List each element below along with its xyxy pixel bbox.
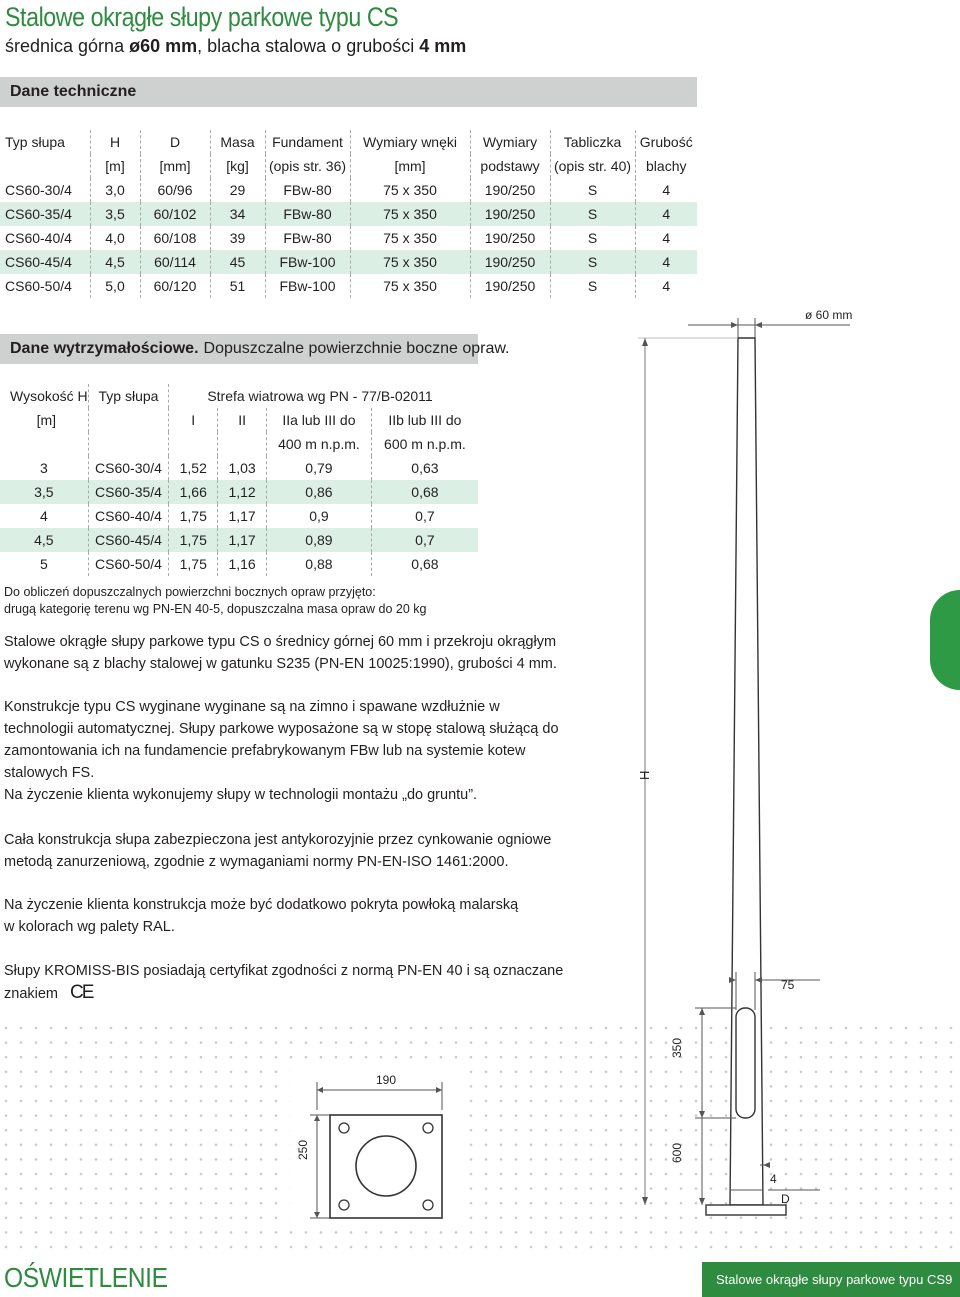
table-cell: 4,5 [90, 250, 140, 274]
table-cell: podstawy [470, 154, 550, 178]
table-cell: CS60-50/4 [5, 278, 72, 294]
dim-base-width: 190 [376, 1073, 397, 1087]
table-cell: 0,89 [267, 528, 372, 552]
strength-note [4, 584, 426, 618]
table-cell [0, 154, 90, 178]
table-cell: 1,12 [218, 480, 267, 504]
table-cell: S [550, 178, 635, 202]
table-cell: FBw-100 [265, 250, 350, 274]
table-cell: FBw-80 [265, 178, 350, 202]
table-cell: [kg] [210, 154, 265, 178]
table-cell: 190/250 [470, 274, 550, 298]
col-unit-m: [m] [36, 412, 57, 428]
subtitle-diameter: ø60 mm [129, 36, 198, 56]
col-zone-IIa-alt: 400 m n.p.m. [267, 432, 372, 456]
dim-height: H [637, 770, 652, 780]
table-cell: S [550, 250, 635, 274]
table-cell: 51 [210, 274, 265, 298]
table-cell: [mm] [350, 154, 470, 178]
strength-section-subtitle: Dopuszczalne powierzchnie boczne opraw. [203, 340, 510, 357]
dim-base-height: 250 [296, 1139, 310, 1160]
tech-section-title: Dane techniczne [10, 83, 137, 100]
tech-header-row-1 [0, 130, 697, 154]
text-line: w kolorach wg palety RAL. [4, 919, 175, 935]
empty-cell [88, 432, 169, 456]
table-cell: 3,5 [0, 480, 88, 504]
page-title: Stalowe okrągłe słupy parkowe typu CS [5, 2, 399, 32]
table-row [0, 250, 697, 274]
pole-base-plate [706, 1205, 786, 1215]
table-cell: 75 x 350 [350, 226, 470, 250]
dim-thickness: 4 [770, 1172, 777, 1186]
table-cell: 60/114 [140, 250, 210, 274]
paragraph-construction [4, 696, 559, 806]
strength-header-row-1 [0, 384, 478, 408]
table-cell: 1,75 [169, 552, 218, 576]
table-cell: 60/108 [140, 226, 210, 250]
table-cell: 1,75 [169, 528, 218, 552]
tech-table [0, 130, 697, 298]
base-plate [330, 1115, 442, 1218]
table-cell: 0,63 [371, 456, 478, 480]
text-line-ce [4, 982, 563, 1005]
table-cell: CS60-50/4 [88, 552, 169, 576]
empty-cell [0, 432, 88, 456]
note-line-1: Do obliczeń dopuszczalnych powierzchni bocznych opraw przyjęto: [4, 585, 376, 599]
empty-cell [88, 408, 169, 432]
table-cell: [mm] [140, 154, 210, 178]
table-cell: FBw-100 [265, 274, 350, 298]
base-plate-drawing [290, 1070, 465, 1230]
table-cell: CS60-40/4 [88, 504, 169, 528]
table-row [0, 274, 697, 298]
subtitle-text-2: , blacha stalowa o grubości [197, 36, 420, 56]
col-wysokosc: Wysokość H [10, 388, 88, 404]
table-cell: 5 [39, 556, 48, 572]
table-row [0, 178, 697, 202]
text-line: metodą zanurzeniową, zgodnie z wymaganiami normy PN-EN-ISO 1461:2000. [4, 854, 509, 870]
pole-niche [736, 1008, 755, 1118]
text-line: technologii automatycznej. Słupy parkowe wyposażone są w stopę stalową służącą do [4, 721, 559, 737]
strength-section-title: Dane wytrzymałościowe. [10, 340, 199, 357]
table-row [0, 528, 478, 552]
dim-niche-offset: 600 [670, 1142, 684, 1163]
ce-mark-icon: CE [70, 982, 93, 1003]
note-line-2: drugą kategorię terenu wg PN-EN 40-5, dopuszczalna masa opraw do 20 kg [4, 602, 427, 616]
table-cell: CS60-35/4 [0, 202, 90, 226]
table-cell: 4 [635, 250, 697, 274]
table-cell: 60/120 [140, 274, 210, 298]
table-cell: 1,75 [169, 504, 218, 528]
table-cell: Tabliczka [550, 130, 635, 154]
text-line: Na życzenie klienta konstrukcja może być dodatkowo pokryta powłoką malarską [4, 897, 519, 913]
table-cell: [m] [90, 154, 140, 178]
table-cell: CS60-35/4 [88, 480, 169, 504]
dim-niche-width: 75 [781, 978, 795, 992]
text-line: Słupy KROMISS-BIS posiadają certyfikat zgodności z normą PN-EN 40 i są oznaczane [4, 963, 564, 979]
dim-niche-height: 350 [670, 1037, 684, 1058]
table-cell: H [90, 130, 140, 154]
paragraph-painting [4, 894, 518, 938]
table-cell: 4 [635, 226, 697, 250]
table-row [0, 226, 697, 250]
text-line: wykonane są z blachy stalowej w gatunku S235 (PN-EN 10025:1990), grubości 4 mm. [4, 656, 557, 672]
empty-cell [218, 432, 267, 456]
table-cell: 3 [39, 460, 48, 476]
text-line: zamontowania ich na fundamencie prefabrykowanym FBw lub na systemie kotew [4, 743, 526, 759]
page-subtitle [5, 36, 466, 57]
subtitle-thickness: 4 mm [419, 36, 467, 56]
subtitle-text: średnica górna [5, 36, 130, 56]
footer-bar [702, 1262, 960, 1297]
table-cell: S [550, 274, 635, 298]
table-row [0, 480, 478, 504]
table-cell: 0,68 [371, 480, 478, 504]
table-cell: CS60-40/4 [5, 230, 72, 246]
table-cell: 4 [635, 178, 697, 202]
table-cell: 190/250 [470, 226, 550, 250]
paragraph-material [4, 631, 557, 675]
table-cell: 0,88 [267, 552, 372, 576]
table-cell: blachy [635, 154, 697, 178]
col-typ: Typ słupa [88, 384, 169, 408]
side-tab-marker [930, 590, 960, 690]
table-cell: CS60-30/4 [5, 182, 72, 198]
empty-cell [169, 432, 218, 456]
tech-header-row-2 [0, 154, 697, 178]
footer-brand: OŚWIETLENIE [4, 1262, 168, 1293]
text-line: Konstrukcje typu CS wyginane wyginane są na zimno i spawane wzdłużnie w [4, 699, 500, 715]
tech-section-bar [0, 77, 697, 107]
table-cell: 1,16 [218, 552, 267, 576]
col-zone-II: II [218, 408, 267, 432]
table-row [0, 456, 478, 480]
table-cell: (opis str. 36) [265, 154, 350, 178]
col-zone-IIb-alt: 600 m n.p.m. [371, 432, 478, 456]
table-cell: 34 [210, 202, 265, 226]
table-cell: 3,0 [90, 178, 140, 202]
pole-drawing [620, 310, 860, 1240]
dim-top-diameter: ø 60 mm [805, 308, 853, 322]
table-cell: 190/250 [470, 250, 550, 274]
table-cell: 1,03 [218, 456, 267, 480]
strength-table [0, 384, 478, 576]
table-cell: 0,86 [267, 480, 372, 504]
text-znakiem: znakiem [4, 986, 58, 1002]
table-cell: 0,7 [371, 528, 478, 552]
table-cell: 3,5 [90, 202, 140, 226]
table-cell: 0,79 [267, 456, 372, 480]
text-line: Stalowe okrągłe słupy parkowe typu CS o średnicy górnej 60 mm i przekroju okrągłym [4, 634, 557, 650]
table-cell: 75 x 350 [350, 250, 470, 274]
dim-diameter: D [781, 1192, 790, 1206]
table-cell: 1,52 [169, 456, 218, 480]
table-cell: 39 [210, 226, 265, 250]
table-cell: 0,9 [267, 504, 372, 528]
table-row [0, 504, 478, 528]
page-number: 9 [945, 1272, 953, 1287]
table-cell: S [550, 226, 635, 250]
strength-section-bar [0, 334, 510, 364]
table-cell: 4,5 [0, 528, 88, 552]
table-cell: 4 [635, 202, 697, 226]
text-line: stalowych FS. [4, 765, 95, 781]
table-cell: 75 x 350 [350, 274, 470, 298]
col-strefa: Strefa wiatrowa wg PN - 77/B-02011 [169, 384, 478, 408]
table-cell: 5,0 [90, 274, 140, 298]
table-cell: FBw-80 [265, 202, 350, 226]
table-cell: 4 [39, 508, 48, 524]
table-cell: 29 [210, 178, 265, 202]
table-cell: CS60-30/4 [88, 456, 169, 480]
table-cell: 60/102 [140, 202, 210, 226]
table-cell: Typ słupa [5, 134, 65, 150]
table-cell: Wymiary wnęki [350, 130, 470, 154]
table-cell: 45 [210, 250, 265, 274]
text-line: Na życzenie klienta wykonujemy słupy w technologii montażu „do gruntu”. [4, 787, 478, 803]
footer-caption: Stalowe okrągłe słupy parkowe typu CS [716, 1272, 946, 1287]
table-cell: 75 x 350 [350, 202, 470, 226]
strength-header-row-2 [0, 408, 478, 432]
table-cell: 190/250 [470, 202, 550, 226]
table-cell: Masa [210, 130, 265, 154]
table-cell: 60/96 [140, 178, 210, 202]
table-cell: CS60-45/4 [0, 250, 90, 274]
table-cell: Grubość [635, 130, 697, 154]
table-cell: 0,68 [371, 552, 478, 576]
table-cell: 1,17 [218, 504, 267, 528]
strength-header-row-3 [0, 432, 478, 456]
table-cell: 4 [635, 274, 697, 298]
table-cell: 190/250 [470, 178, 550, 202]
table-cell: Wymiary [470, 130, 550, 154]
table-cell: 1,17 [218, 528, 267, 552]
table-cell: 4,0 [90, 226, 140, 250]
table-cell: S [550, 202, 635, 226]
paragraph-galvanizing [4, 829, 551, 873]
table-cell: 75 x 350 [350, 178, 470, 202]
paragraph-certificate [4, 960, 563, 1005]
table-cell: CS60-45/4 [88, 528, 169, 552]
table-row [0, 202, 697, 226]
table-row [0, 552, 478, 576]
table-cell: (opis str. 40) [550, 154, 635, 178]
table-cell: 0,7 [371, 504, 478, 528]
col-zone-IIb: IIb lub III do [371, 408, 478, 432]
table-cell: D [140, 130, 210, 154]
table-cell: Fundament [265, 130, 350, 154]
table-cell: FBw-80 [265, 226, 350, 250]
col-zone-IIa: IIa lub III do [267, 408, 372, 432]
table-cell: 1,66 [169, 480, 218, 504]
text-line: Cała konstrukcja słupa zabezpieczona jest antykorozyjnie przez cynkowanie ogniowe [4, 832, 552, 848]
col-zone-I: I [169, 408, 218, 432]
